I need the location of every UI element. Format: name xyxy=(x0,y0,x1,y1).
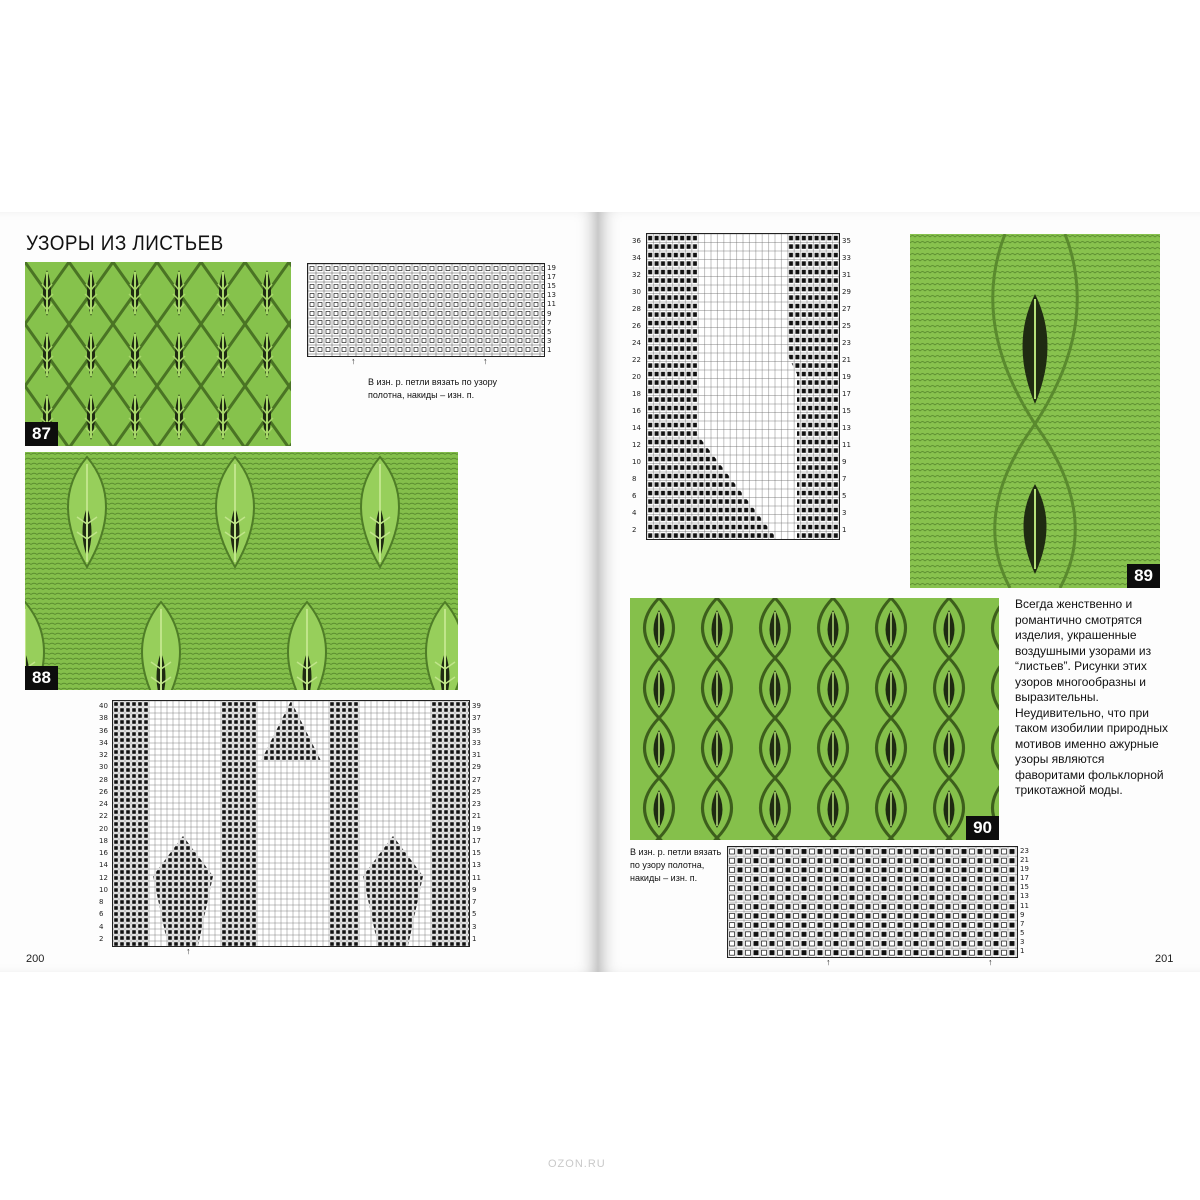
swatch-photo-89 xyxy=(910,234,1160,588)
chart-row-number: 38 xyxy=(99,714,108,723)
chart-row-number: 36 xyxy=(632,237,641,246)
repeat-arrow: ↑ xyxy=(186,946,191,956)
chart-row-number: 23 xyxy=(842,339,851,348)
chart-row-number: 14 xyxy=(632,423,641,432)
repeat-arrow: ↑ xyxy=(351,356,356,366)
chart-row-number: 9 xyxy=(842,457,847,466)
chart-row-number: 11 xyxy=(472,873,481,882)
swatch-photo-87 xyxy=(25,262,291,446)
chart-row-number: 39 xyxy=(472,702,481,711)
chart-row-number: 15 xyxy=(472,849,481,858)
chart-row-number: 16 xyxy=(99,849,108,858)
body-text: Всегда женственно и романтично смотрятся изделия, украшенные воздушными узорами из “листьев”. Рисунки этих узоров многообразны и выразительны. Неудивительно, что при таком изобилии природных мотивов именно ажурные узоры являются фаворитами фольклорной трикотажной моды. xyxy=(1015,597,1168,797)
pattern-number-87: 87 xyxy=(25,422,58,446)
chart-row-number: 28 xyxy=(99,775,108,784)
chart-row-number: 8 xyxy=(99,898,104,907)
chart-row-number: 11 xyxy=(842,440,851,449)
repeat-arrow: ↑ xyxy=(483,356,488,366)
chart-row-number: 20 xyxy=(632,373,641,382)
chart-row-number: 2 xyxy=(99,934,104,943)
knit-texture-87 xyxy=(25,262,291,446)
chart-row-number: 13 xyxy=(547,291,556,300)
chart-row-number: 27 xyxy=(842,305,851,314)
chart-row-number: 7 xyxy=(472,898,477,907)
chart-row-number: 15 xyxy=(1020,883,1029,892)
pattern-number-89: 89 xyxy=(1127,564,1160,588)
chart-row-number: 15 xyxy=(842,406,851,415)
chart-row-number: 10 xyxy=(632,457,641,466)
chart-row-number: 18 xyxy=(99,836,108,845)
chart-row-number: 34 xyxy=(632,254,641,263)
chart-row-number: 13 xyxy=(1020,892,1029,901)
chart-row-number: 40 xyxy=(99,702,108,711)
swatch-photo-90 xyxy=(630,598,999,840)
chart-row-number: 3 xyxy=(842,508,847,517)
chart-row-number: 18 xyxy=(632,389,641,398)
knitting-chart-87 xyxy=(307,263,545,357)
chart-row-number: 3 xyxy=(472,922,477,931)
chart-row-number: 30 xyxy=(99,763,108,772)
chart-row-number: 1 xyxy=(842,525,847,534)
chart-row-number: 29 xyxy=(842,288,851,297)
chart-note-87: В изн. р. петли вязать по узору полотна, накиды – изн. п. xyxy=(368,377,498,400)
chart-row-number: 17 xyxy=(547,272,556,281)
chart-row-number: 35 xyxy=(842,237,851,246)
repeat-arrow: ↑ xyxy=(988,957,993,967)
chart-row-number: 33 xyxy=(842,254,851,263)
chart-row-number: 36 xyxy=(99,726,108,735)
chart-row-number: 19 xyxy=(1020,864,1029,873)
chart-row-number: 17 xyxy=(1020,874,1029,883)
page-title: УЗОРЫ ИЗ ЛИСТЬЕВ xyxy=(26,232,224,255)
chart-row-number: 30 xyxy=(632,288,641,297)
knit-texture-90 xyxy=(630,598,999,840)
chart-row-number: 27 xyxy=(472,775,481,784)
chart-row-number: 20 xyxy=(99,824,108,833)
chart-row-number: 31 xyxy=(842,271,851,280)
chart-row-number: 11 xyxy=(547,300,556,309)
chart-row-number: 21 xyxy=(842,356,851,365)
chart-row-number: 10 xyxy=(99,885,108,894)
chart-row-number: 29 xyxy=(472,763,481,772)
chart-row-number: 22 xyxy=(99,812,108,821)
page-number-right: 201 xyxy=(1155,953,1174,965)
chart-row-number: 24 xyxy=(99,800,108,809)
chart-row-number: 3 xyxy=(547,337,552,346)
chart-row-number: 19 xyxy=(547,263,556,272)
chart-row-number: 26 xyxy=(99,787,108,796)
chart-row-number: 17 xyxy=(472,836,481,845)
chart-row-number: 1 xyxy=(547,346,552,355)
chart-row-number: 4 xyxy=(632,508,637,517)
chart-row-number: 11 xyxy=(1020,901,1029,910)
knitting-chart-88 xyxy=(112,700,470,947)
chart-row-number: 13 xyxy=(472,861,481,870)
watermark: OZON.RU xyxy=(548,1158,606,1170)
chart-row-number: 23 xyxy=(1020,846,1029,855)
chart-row-number: 26 xyxy=(632,322,641,331)
chart-row-number: 8 xyxy=(632,474,637,483)
chart-row-number: 21 xyxy=(1020,855,1029,864)
swatch-photo-88 xyxy=(25,452,458,690)
repeat-arrow: ↑ xyxy=(826,957,831,967)
chart-row-number: 5 xyxy=(472,910,477,919)
chart-row-number: 1 xyxy=(472,934,477,943)
page-number-left: 200 xyxy=(26,953,45,965)
chart-row-number: 19 xyxy=(472,824,481,833)
chart-note-90: В изн. р. петли вязать по узору полотна, накиды – изн. п. xyxy=(630,847,722,883)
chart-row-number: 1 xyxy=(1020,947,1025,956)
chart-row-number: 25 xyxy=(842,322,851,331)
chart-row-number: 32 xyxy=(632,271,641,280)
chart-row-number: 5 xyxy=(842,491,847,500)
chart-row-number: 32 xyxy=(99,751,108,760)
knitting-chart-90 xyxy=(727,846,1018,958)
chart-row-number: 4 xyxy=(99,922,104,931)
chart-row-number: 7 xyxy=(1020,919,1025,928)
chart-row-number: 34 xyxy=(99,738,108,747)
chart-row-number: 2 xyxy=(632,525,637,534)
chart-row-number: 21 xyxy=(472,812,481,821)
chart-row-number: 13 xyxy=(842,423,851,432)
chart-row-number: 15 xyxy=(547,282,556,290)
chart-row-number: 9 xyxy=(547,309,552,318)
pattern-number-88: 88 xyxy=(25,666,58,690)
chart-row-number: 9 xyxy=(1020,910,1025,919)
pattern-number-90: 90 xyxy=(966,816,999,840)
chart-row-number: 7 xyxy=(547,318,552,327)
chart-row-number: 37 xyxy=(472,714,481,723)
chart-row-number: 31 xyxy=(472,751,481,760)
chart-row-number: 28 xyxy=(632,305,641,314)
chart-row-number: 12 xyxy=(632,440,641,449)
chart-row-number: 16 xyxy=(632,406,641,415)
chart-row-number: 19 xyxy=(842,373,851,382)
knitting-chart-89 xyxy=(646,233,840,540)
chart-row-number: 17 xyxy=(842,389,851,398)
chart-row-number: 25 xyxy=(472,787,481,796)
knit-texture-88 xyxy=(25,452,458,690)
chart-row-number: 7 xyxy=(842,474,847,483)
chart-row-number: 6 xyxy=(99,910,104,919)
chart-row-number: 5 xyxy=(1020,929,1025,938)
chart-row-number: 5 xyxy=(547,328,552,336)
chart-row-number: 22 xyxy=(632,356,641,365)
chart-row-number: 3 xyxy=(1020,938,1025,947)
chart-row-number: 9 xyxy=(472,885,477,894)
chart-row-number: 23 xyxy=(472,800,481,809)
chart-row-number: 24 xyxy=(632,339,641,348)
chart-row-number: 33 xyxy=(472,738,481,747)
knit-texture-89 xyxy=(910,234,1160,588)
chart-row-number: 14 xyxy=(99,861,108,870)
chart-row-number: 6 xyxy=(632,491,637,500)
chart-row-number: 35 xyxy=(472,726,481,735)
chart-row-number: 12 xyxy=(99,873,108,882)
